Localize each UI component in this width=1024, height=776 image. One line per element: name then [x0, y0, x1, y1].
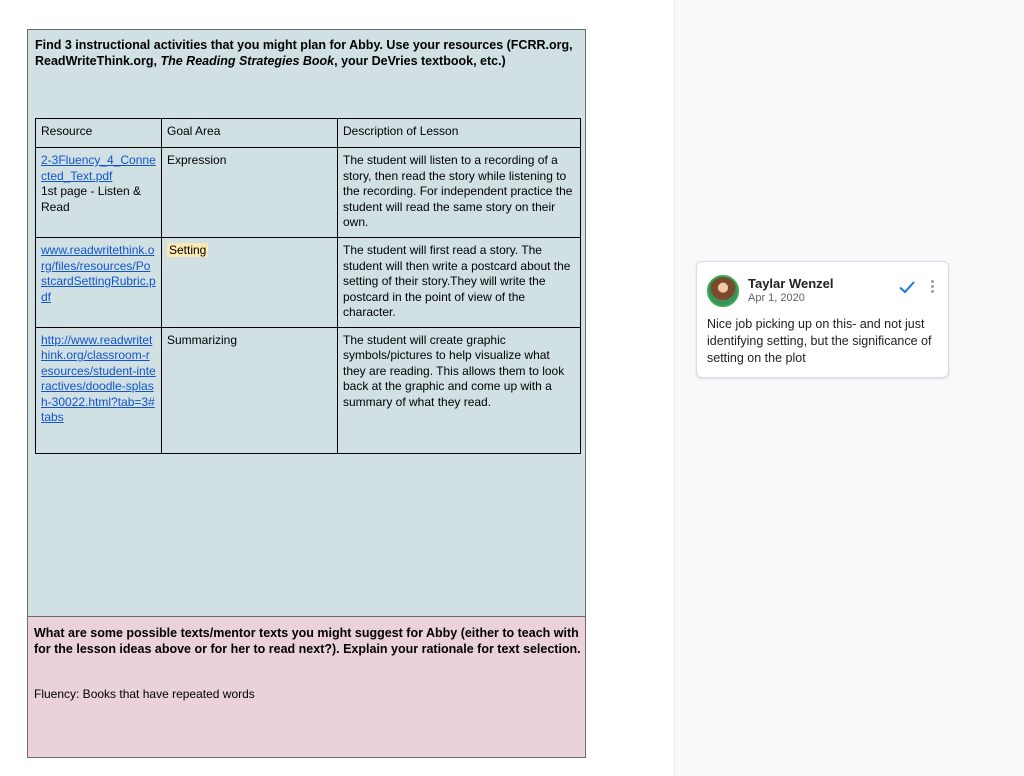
goal-cell[interactable]: Expression	[162, 148, 338, 238]
texts-answer[interactable]: Fluency: Books that have repeated words	[34, 687, 255, 701]
resource-link[interactable]: www.readwritethink.org/files/resources/PostcardSettingRubric.pdf	[41, 243, 156, 304]
comments-sidebar	[674, 0, 1024, 776]
description-cell[interactable]: The student will first read a story. The student will then write a postcard about the setting of their story.They will write the postcard in the point of view of the character.	[338, 238, 581, 328]
texts-prompt: What are some possible texts/mentor texts you might suggest for Abby (either to teach with for the lesson ideas above or for her to read next?). Explain your rationale for text selection.	[34, 626, 581, 656]
table-header-row	[36, 119, 581, 148]
comment-date: Apr 1, 2020	[748, 292, 805, 304]
header-description[interactable]: Description of Lesson	[338, 119, 581, 148]
prompt-text: Find 3 instructional activities that you might plan for Abby. Use your resources (FCRR.org, ReadWriteThink.org,	[35, 38, 573, 68]
goal-cell[interactable]	[162, 238, 338, 328]
header-goal-area[interactable]: Goal Area	[162, 119, 338, 148]
activities-table	[35, 118, 581, 454]
texts-cell[interactable]	[27, 616, 586, 758]
resource-note: 1st page - Listen & Read	[41, 184, 142, 214]
commented-highlight[interactable]: Setting	[169, 243, 207, 257]
activities-cell[interactable]	[27, 29, 586, 616]
checkmark-icon[interactable]	[897, 277, 917, 297]
resource-cell[interactable]	[36, 238, 162, 328]
header-resource[interactable]: Resource	[36, 119, 162, 148]
resource-link[interactable]: http://www.readwritethink.org/classroom-resources/student-interactives/doodle-splash-30022.html?tab=3#tabs	[41, 332, 156, 424]
avatar[interactable]	[707, 275, 739, 307]
prompt-book-title: The Reading Strategies Book	[160, 54, 335, 68]
resource-cell[interactable]	[36, 327, 162, 453]
comment-author: Taylar Wenzel	[748, 276, 834, 291]
prompt-text-end: , your DeVries textbook, etc.)	[334, 54, 506, 68]
description-cell[interactable]: The student will create graphic symbols/pictures to help visualize what they are reading. This allows them to look back at the graphic and come up with a summary of what they read.	[338, 327, 581, 453]
comment-text: Nice job picking up on this- and not just identifying setting, but the significance of setting on the plot	[707, 317, 932, 365]
comment-card[interactable]	[696, 261, 949, 378]
activities-prompt	[35, 37, 575, 69]
table-row	[36, 148, 581, 238]
more-vert-icon[interactable]	[927, 278, 937, 298]
table-row	[36, 327, 581, 453]
resource-link[interactable]: 2-3Fluency_4_Connected_Text.pdf	[41, 153, 156, 183]
table-row	[36, 238, 581, 328]
resource-cell[interactable]	[36, 148, 162, 238]
description-cell[interactable]: The student will listen to a recording of a story, then read the story while listening to the recording. For independent practice the student will read the same story on their own.	[338, 148, 581, 238]
goal-cell[interactable]: Summarizing	[162, 327, 338, 453]
